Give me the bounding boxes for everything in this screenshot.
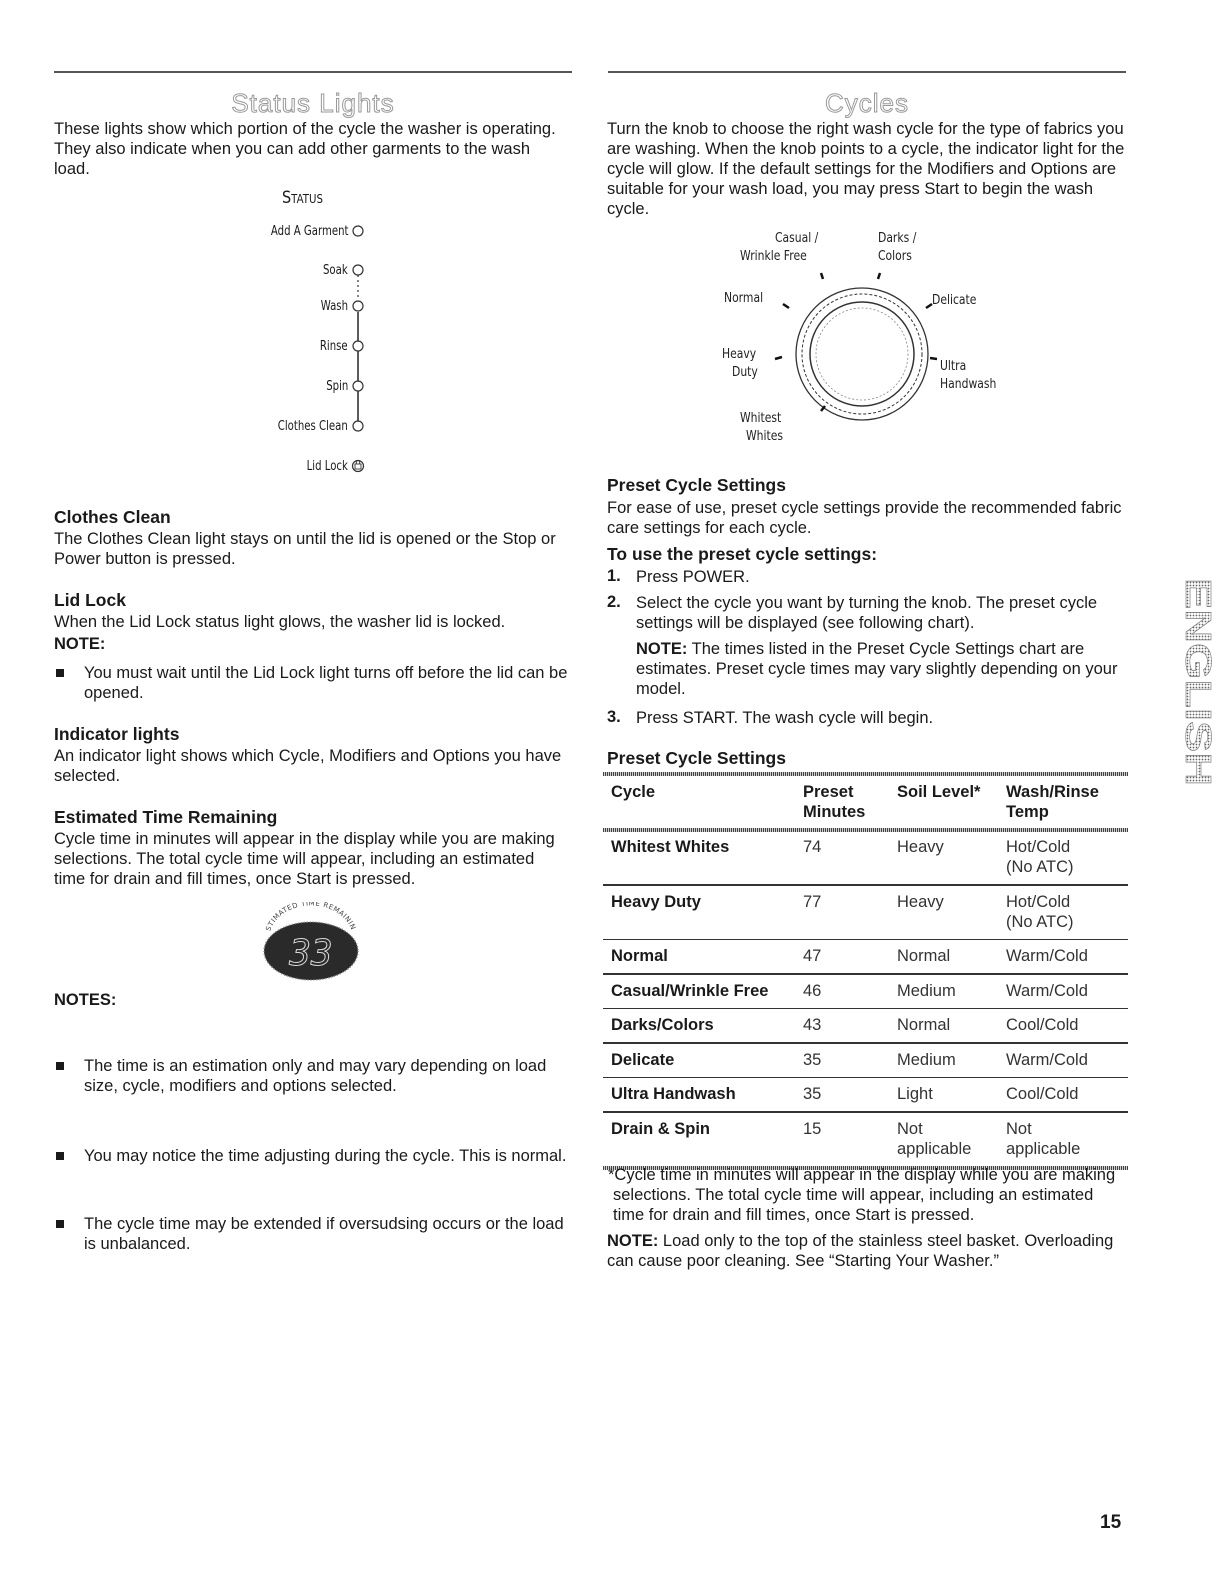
preset-cycle-heading: Preset Cycle Settings — [607, 475, 786, 495]
step-note-label: NOTE: — [636, 640, 688, 658]
knob-label-whitest: Whitest — [740, 410, 782, 426]
knob-label-handwash: Handwash — [940, 376, 997, 392]
status-panel — [230, 188, 430, 488]
knob-label-ultra: Ultra — [940, 358, 967, 374]
cycle-name-cell: Casual/Wrinkle Free — [611, 981, 769, 1000]
table-row — [603, 975, 1128, 1008]
lid-lock-bullet: You must wait until the Lid Lock light turns off before the lid can be opened. — [54, 663, 569, 703]
table-cell: Cool/Cold — [1006, 1085, 1079, 1103]
note-item: The cycle time may be extended if oversudsing occurs or the load is unbalanced. — [54, 1214, 569, 1254]
status-wash-label: Wash — [320, 299, 348, 314]
table-cell: Hot/Cold (No ATC) — [1006, 838, 1074, 876]
header-cell: Soil Level* — [897, 783, 981, 801]
step-note-text: The times listed in the Preset Cycle Settings chart are estimates. Preset cycle times may vary slightly depending on your model. — [636, 640, 1118, 698]
table-row — [603, 832, 1128, 884]
time-display-label: STIMATED TIME REMAININ — [264, 902, 358, 933]
table-row — [603, 886, 1128, 939]
cycle-name-cell: Ultra Handwash — [611, 1085, 736, 1103]
time-display-graphic — [256, 902, 366, 982]
indicator-lights-text: An indicator light shows which Cycle, Modifiers and Options you have selected. — [54, 747, 562, 785]
status-clothes-clean-label: Clothes Clean — [277, 419, 348, 434]
table-cell: Medium — [897, 981, 956, 1000]
status-panel-heading: Status — [282, 188, 323, 208]
table-cell: 35 — [803, 1050, 822, 1069]
indicator-lights-heading: Indicator lights — [54, 724, 180, 744]
lid-lock-text: When the Lid Lock status light glows, the washer lid is locked. — [54, 613, 506, 631]
table-cell: Cool/Cold — [1006, 1016, 1079, 1034]
table-cell: 74 — [803, 838, 822, 856]
status-spin-label: Spin — [325, 379, 348, 394]
header-cell: Preset Minutes — [803, 783, 866, 821]
table-cell: 35 — [803, 1085, 822, 1103]
soak-light — [353, 265, 363, 275]
step-text: Press POWER. — [636, 568, 750, 586]
lid-lock-light — [353, 461, 364, 472]
step-number: 3. — [607, 708, 621, 726]
page-number: 15 — [1100, 1512, 1122, 1533]
lid-lock-heading: Lid Lock — [54, 590, 126, 610]
table-row — [603, 1009, 1128, 1042]
note-item: You may notice the time adjusting during the cycle. This is normal. — [54, 1146, 569, 1166]
spin-light — [353, 381, 363, 391]
table-cell: Heavy — [897, 838, 944, 856]
cycle-name-cell: Delicate — [611, 1050, 675, 1069]
table-cell: 77 — [803, 892, 822, 911]
wash-light — [353, 301, 363, 311]
status-rinse-label: Rinse — [320, 339, 348, 354]
cycle-name-cell: Normal — [611, 947, 668, 965]
lid-lock-note-label: NOTE: — [54, 635, 106, 653]
preset-cycle-text: For ease of use, preset cycle settings provide the recommended fabric care settings for each cycle. — [607, 499, 1122, 537]
time-display-digits: 33 — [289, 933, 333, 974]
clothes-clean-text: The Clothes Clean light stays on until the lid is opened or the Stop or Power button is pressed. — [54, 530, 556, 568]
table-row — [603, 1078, 1128, 1111]
english-side-tab — [1152, 578, 1219, 788]
estimated-time-heading: Estimated Time Remaining — [54, 807, 278, 827]
status-lights-intro: These lights show which portion of the cycle the washer is operating. They also indicate when you can add other garments to the wash load. — [54, 120, 556, 178]
preset-cycle-table — [603, 772, 1128, 1170]
table-cell: Hot/Cold (No ATC) — [1006, 892, 1074, 931]
knob-label-whites: Whites — [746, 428, 784, 444]
cycle-name-cell: Heavy Duty — [611, 892, 701, 911]
table-row — [603, 940, 1128, 973]
final-note — [607, 1231, 1127, 1271]
left-top-rule — [54, 71, 572, 73]
table-body — [603, 832, 1128, 1166]
table-cell: Light — [897, 1085, 933, 1103]
table-header-row — [603, 776, 1128, 828]
header-cell: Wash/Rinse Temp — [1006, 783, 1099, 821]
cycles-title: Cycles — [824, 88, 909, 118]
knob-label-wrinkle-free: Wrinkle Free — [740, 248, 807, 264]
table-cell: Heavy — [897, 892, 944, 911]
right-top-rule — [608, 71, 1126, 73]
step-note — [636, 639, 1126, 699]
status-lights-title: Status Lights — [231, 88, 395, 118]
add-garment-light — [353, 226, 363, 236]
howto-heading: To use the preset cycle settings: — [607, 544, 878, 564]
table-cell: Warm/Cold — [1006, 947, 1088, 965]
time-remaining-display — [256, 902, 366, 982]
table-row — [603, 1044, 1128, 1077]
table-footnote: *Cycle time in minutes will appear in the display while you are making selections. The total cycle time will appear, including an estimated time for drain and fill times, once Start is pressed. — [608, 1166, 1116, 1224]
table-cell: Not applicable — [897, 1119, 972, 1158]
cycle-name-cell: Darks/Colors — [611, 1016, 714, 1034]
knob-label-delicate: Delicate — [932, 292, 977, 308]
cycle-name-cell: Drain & Spin — [611, 1119, 711, 1138]
step-number: 2. — [607, 593, 621, 611]
table-cell: Not applicable — [1006, 1119, 1081, 1158]
knob-label-duty: Duty — [732, 364, 758, 380]
notes-label: NOTES: — [54, 991, 117, 1009]
cycle-name-cell: Whitest Whites — [611, 838, 730, 856]
step-3 — [607, 708, 1127, 728]
clothes-clean-heading: Clothes Clean — [54, 507, 171, 527]
knob-label-heavy: Heavy — [722, 346, 757, 362]
step-1 — [607, 567, 1127, 587]
side-tab-text: ENGLISH — [1178, 578, 1219, 739]
table-cell: 43 — [803, 1016, 822, 1034]
preset-table-title: Preset Cycle Settings — [607, 748, 786, 768]
table-cell: 15 — [803, 1119, 822, 1138]
step-text: Select the cycle you want by turning the knob. The preset cycle settings will be displayed (see following chart). — [636, 594, 1098, 632]
rinse-light — [353, 341, 363, 351]
clothes-clean-light — [353, 421, 363, 431]
status-lid-lock-label: Lid Lock — [306, 459, 348, 474]
note-item: The time is an estimation only and may vary depending on load size, cycle, modifiers and options selected. — [54, 1056, 569, 1096]
step-2 — [607, 593, 1127, 633]
table-cell: Medium — [897, 1050, 956, 1069]
table-cell: Normal — [897, 947, 951, 965]
status-soak-label: Soak — [323, 263, 348, 278]
knob-label-normal: Normal — [724, 290, 764, 306]
final-note-label: NOTE: — [607, 1232, 659, 1250]
table-cell: Warm/Cold — [1006, 1050, 1088, 1069]
knob-label-colors: Colors — [878, 248, 912, 264]
knob-label-darks: Darks / — [878, 230, 917, 246]
table-row — [603, 1113, 1128, 1166]
status-add-garment-label: Add A Garment — [270, 224, 348, 239]
knob-label-casual: Casual / — [775, 230, 819, 246]
cycle-knob-diagram — [700, 228, 1030, 450]
step-text: Press START. The wash cycle will begin. — [636, 709, 934, 727]
table-cell: Warm/Cold — [1006, 981, 1088, 1000]
cycles-intro: Turn the knob to choose the right wash cycle for the type of fabrics you are washing. When the knob points to a cycle, the indicator light for the cycle will glow. If the default settings for the Modifiers and Options are suitable for your wash load, you may press Start to begin the wash cycle. — [607, 120, 1125, 218]
final-note-text: Load only to the top of the stainless steel basket. Overloading can cause poor cleaning. See “Starting Your Washer.” — [607, 1232, 1114, 1270]
header-cell: Cycle — [611, 783, 656, 801]
table-cell: 47 — [803, 947, 822, 965]
table-cell: 46 — [803, 981, 822, 1000]
estimated-time-text: Cycle time in minutes will appear in the display while you are making selections. The total cycle time will appear, including an estimated time for drain and fill times, once Start is pressed. — [54, 830, 555, 888]
step-number: 1. — [607, 567, 621, 585]
table-cell: Normal — [897, 1016, 951, 1034]
